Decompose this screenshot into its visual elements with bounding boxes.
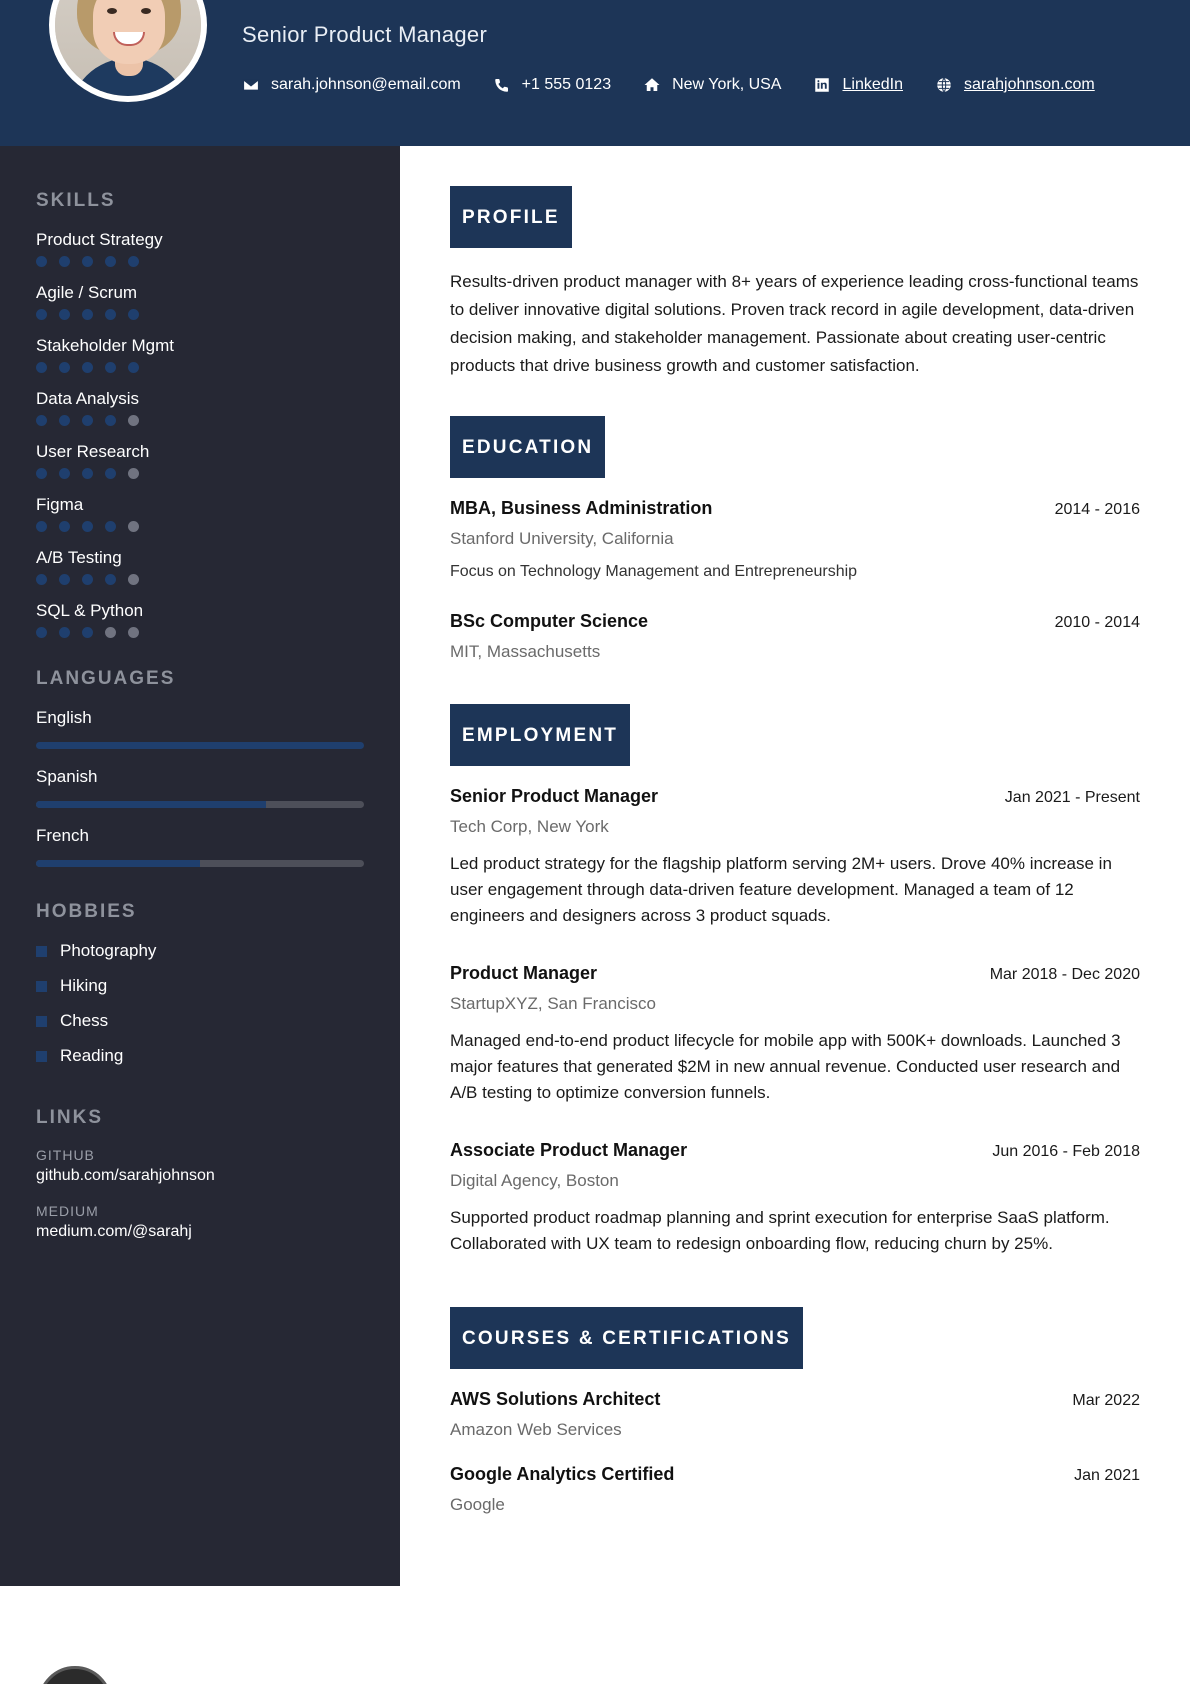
email-text: sarah.johnson@email.com [271, 76, 461, 93]
profile-text: Results-driven product manager with 8+ years of experience leading cross-functional teams to deliver innovative digital solutions. Proven track record in agile development, data-driven decision making, and stakeholder management. Passionate about creating user-centric products that drive business growth and customer satisfaction. [450, 272, 1139, 375]
skills-list [36, 230, 364, 638]
entry-note: Focus on Technology Management and Entrepreneurship [450, 563, 858, 580]
linkedin-link[interactable]: LinkedIn [842, 76, 903, 93]
link-label: MEDIUM [36, 1203, 99, 1219]
linkedin-icon [813, 76, 831, 94]
hobby-item [36, 1011, 364, 1031]
entry-organization: Stanford University, California [450, 529, 674, 548]
entry-organization: Amazon Web Services [450, 1420, 622, 1439]
education-list [450, 498, 1140, 662]
links-list [36, 1147, 364, 1241]
entry-item [450, 611, 1140, 662]
entry-item [450, 786, 1140, 929]
skill-item [36, 442, 364, 479]
rating-dot-filled [59, 309, 70, 320]
contact-location [643, 76, 781, 94]
skill-rating [36, 415, 364, 426]
language-level-bar [36, 860, 364, 867]
skill-name: Data Analysis [36, 389, 139, 408]
contact-website[interactable] [935, 76, 1095, 94]
language-level-fill [36, 742, 364, 749]
courses-heading: COURSES & CERTIFICATIONS [450, 1307, 803, 1369]
rating-dot-filled [36, 468, 47, 479]
rating-dot-filled [128, 362, 139, 373]
entry-header [450, 963, 1140, 984]
hobby-name: Hiking [60, 976, 108, 995]
entry-date: Jan 2021 [1074, 1467, 1140, 1484]
square-bullet-icon [36, 981, 47, 992]
rating-dot-filled [105, 362, 116, 373]
sidebar [0, 146, 400, 1586]
entry-organization: Google [450, 1495, 505, 1514]
resume-header [0, 0, 1190, 146]
entry-header [450, 1389, 1140, 1410]
rating-dot-filled [36, 256, 47, 267]
phone-icon [493, 76, 511, 94]
entry-header [450, 611, 1140, 632]
rating-dot-filled [82, 362, 93, 373]
links-heading: LINKS [36, 1107, 103, 1128]
rating-dot-filled [105, 256, 116, 267]
rating-dot-empty [128, 415, 139, 426]
skill-item [36, 495, 364, 532]
hobby-item [36, 976, 364, 996]
skill-item [36, 389, 364, 426]
rating-dot-filled [36, 415, 47, 426]
skill-item [36, 230, 364, 267]
home-icon [643, 76, 661, 94]
rating-dot-empty [128, 627, 139, 638]
phone-text: +1 555 0123 [521, 76, 612, 93]
employment-heading: EMPLOYMENT [450, 704, 630, 766]
envelope-icon [242, 76, 260, 94]
rating-dot-empty [128, 468, 139, 479]
entry-date: 2014 - 2016 [1054, 501, 1140, 518]
rating-dot-filled [105, 574, 116, 585]
square-bullet-icon [36, 1016, 47, 1027]
rating-dot-empty [128, 574, 139, 585]
skill-item [36, 548, 364, 585]
entry-title: AWS Solutions Architect [450, 1389, 661, 1409]
rating-dot-filled [82, 309, 93, 320]
contact-linkedin[interactable] [813, 76, 903, 94]
entry-organization: StartupXYZ, San Francisco [450, 994, 656, 1013]
skill-item [36, 336, 364, 373]
rating-dot-filled [59, 521, 70, 532]
skill-name: Product Strategy [36, 230, 163, 249]
language-level-fill [36, 801, 266, 808]
link-url[interactable]: github.com/sarahjohnson [36, 1167, 215, 1184]
skill-rating [36, 521, 364, 532]
entry-title: MBA, Business Administration [450, 498, 713, 518]
rating-dot-filled [59, 468, 70, 479]
rating-dot-filled [82, 574, 93, 585]
rating-dot-empty [105, 627, 116, 638]
language-name: French [36, 826, 89, 845]
entry-description: Supported product roadmap planning and sprint execution for enterprise SaaS platform. Collaborated with UX team to redesign onboarding flow, reducing churn by 25%. [450, 1208, 1110, 1253]
rating-dot-filled [105, 415, 116, 426]
entry-header [450, 1140, 1140, 1161]
rating-dot-filled [59, 574, 70, 585]
language-level-bar [36, 801, 364, 808]
entry-title: Associate Product Manager [450, 1140, 688, 1160]
language-level-fill [36, 860, 200, 867]
square-bullet-icon [36, 946, 47, 957]
entry-organization: Tech Corp, New York [450, 817, 609, 836]
hobbies-heading: HOBBIES [36, 901, 137, 922]
rating-dot-filled [36, 309, 47, 320]
skill-name: Agile / Scrum [36, 283, 138, 302]
hobby-name: Reading [60, 1046, 124, 1065]
skill-item [36, 283, 364, 320]
entry-item [450, 1389, 1140, 1440]
entry-organization: MIT, Massachusetts [450, 642, 601, 661]
entry-date: 2010 - 2014 [1054, 614, 1140, 631]
rating-dot-filled [105, 521, 116, 532]
contact-list [242, 76, 1095, 94]
rating-dot-filled [59, 362, 70, 373]
skill-rating [36, 256, 364, 267]
language-name: English [36, 708, 92, 727]
location-text: New York, USA [672, 76, 782, 93]
rating-dot-filled [59, 256, 70, 267]
entry-header [450, 498, 1140, 519]
languages-heading: LANGUAGES [36, 668, 176, 689]
rating-dot-filled [59, 627, 70, 638]
rating-dot-filled [36, 627, 47, 638]
rating-dot-filled [105, 468, 116, 479]
link-label: GITHUB [36, 1147, 95, 1163]
hobby-name: Photography [60, 941, 157, 960]
skill-name: User Research [36, 442, 150, 461]
language-name: Spanish [36, 767, 98, 786]
entry-item [450, 1140, 1140, 1257]
entry-item [450, 963, 1140, 1106]
skill-rating [36, 309, 364, 320]
entry-date: Mar 2018 - Dec 2020 [989, 966, 1140, 983]
rating-dot-filled [82, 521, 93, 532]
entry-date: Jun 2016 - Feb 2018 [992, 1143, 1140, 1160]
rating-dot-filled [36, 574, 47, 585]
rating-dot-filled [128, 256, 139, 267]
skill-item [36, 601, 364, 638]
entry-item [450, 1464, 1140, 1515]
skill-name: Stakeholder Mgmt [36, 336, 174, 355]
skills-heading: SKILLS [36, 190, 116, 211]
entry-date: Mar 2022 [1072, 1392, 1140, 1409]
entry-title: Product Manager [450, 963, 598, 983]
entry-header [450, 1464, 1140, 1485]
rating-dot-filled [36, 362, 47, 373]
contact-email[interactable] [242, 76, 461, 94]
square-bullet-icon [36, 1051, 47, 1062]
hobby-name: Chess [60, 1011, 109, 1030]
entry-description: Managed end-to-end product lifecycle for mobile app with 500K+ downloads. Launched 3 major features that generated $2M in new annual revenue. Conducted user research and A/B testing to optimize conversion funnels. [450, 1031, 1121, 1102]
rating-dot-filled [82, 256, 93, 267]
entry-date: Jan 2021 - Present [1004, 789, 1140, 806]
main-content [450, 186, 1140, 1539]
contact-phone[interactable] [493, 76, 611, 94]
skill-rating [36, 362, 364, 373]
language-level-bar [36, 742, 364, 749]
entry-item [450, 498, 1140, 581]
skill-name: A/B Testing [36, 548, 122, 567]
rating-dot-filled [105, 309, 116, 320]
entry-title: Senior Product Manager [450, 786, 659, 806]
skill-rating [36, 627, 364, 638]
job-title: Senior Product Manager [242, 22, 488, 47]
profile-heading: PROFILE [450, 186, 572, 248]
skill-rating [36, 468, 364, 479]
entry-description: Led product strategy for the flagship platform serving 2M+ users. Drove 40% increase in user engagement through data-driven feature development. Managed a team of 12 engineers and designers across 3 product squads. [450, 854, 1112, 925]
profile-photo [49, 0, 207, 102]
skill-rating [36, 574, 364, 585]
page-two-avatar-preview [38, 1666, 112, 1684]
rating-dot-filled [82, 415, 93, 426]
rating-dot-filled [128, 309, 139, 320]
rating-dot-filled [82, 627, 93, 638]
entry-organization: Digital Agency, Boston [450, 1171, 619, 1190]
globe-icon [935, 76, 953, 94]
rating-dot-filled [82, 468, 93, 479]
education-heading: EDUCATION [450, 416, 605, 478]
hobby-item [36, 1046, 364, 1066]
rating-dot-empty [128, 521, 139, 532]
hobby-item [36, 941, 364, 961]
rating-dot-filled [36, 521, 47, 532]
link-url[interactable]: medium.com/@sarahj [36, 1223, 192, 1240]
courses-list [450, 1389, 1140, 1515]
website-link[interactable]: sarahjohnson.com [963, 76, 1095, 93]
language-item [36, 826, 364, 867]
language-item [36, 767, 364, 808]
language-item [36, 708, 364, 749]
skill-name: Figma [36, 495, 84, 514]
languages-list [36, 708, 364, 867]
entry-title: Google Analytics Certified [450, 1464, 675, 1484]
entry-header [450, 786, 1140, 807]
hobbies-list [36, 941, 364, 1066]
rating-dot-filled [59, 415, 70, 426]
skill-name: SQL & Python [36, 601, 144, 620]
entry-title: BSc Computer Science [450, 611, 649, 631]
employment-list [450, 786, 1140, 1257]
